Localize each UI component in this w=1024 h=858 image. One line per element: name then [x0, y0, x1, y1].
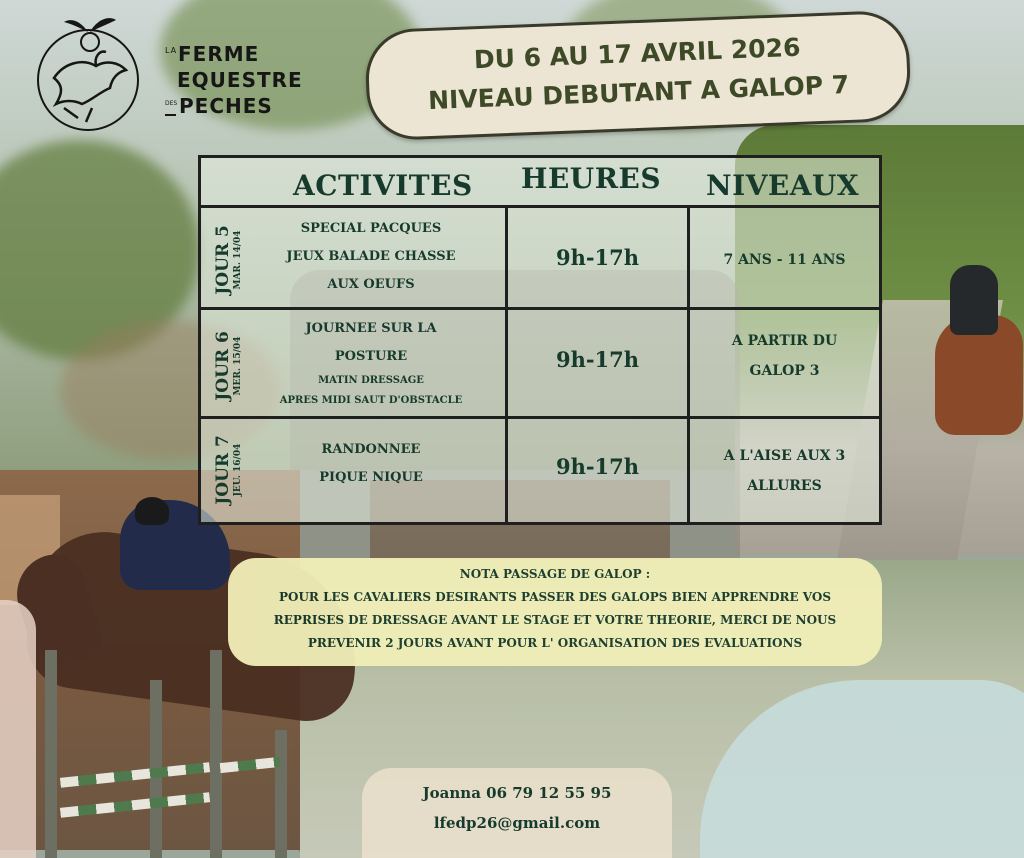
rider-helmet	[135, 497, 169, 525]
farm-logo-text	[165, 42, 315, 124]
header-heures: HEURES	[521, 162, 662, 195]
trail-rider	[950, 265, 998, 335]
day-number: JOUR 6	[213, 331, 233, 401]
activity-cell	[256, 315, 486, 411]
nota-line: PREVENIR 2 JOURS AVANT POUR L' ORGANISATION DES EVALUATIONS	[307, 636, 803, 650]
activity-line: POSTURE	[334, 349, 408, 364]
nota-line: REPRISES DE DRESSAGE AVANT LE STAGE ET VOTRE THEORIE, MERCI DE NOUS	[273, 613, 837, 627]
table-divider	[201, 416, 879, 419]
contact-box	[362, 768, 672, 858]
decorative-shape	[0, 600, 36, 858]
logo-underline	[165, 114, 176, 116]
activity-line: PIQUE NIQUE	[319, 470, 423, 485]
schedule-table	[198, 155, 882, 525]
logo-la: LA	[165, 46, 178, 55]
logo-ferme: FERME	[178, 42, 260, 66]
activity-line: JOURNEE SUR LA	[305, 321, 437, 336]
table-divider	[201, 205, 879, 208]
contact-phone[interactable]: Joanna 06 79 12 55 95	[422, 784, 612, 802]
header-activites: ACTIVITES	[293, 169, 473, 202]
day-label	[213, 316, 253, 416]
logo-des: DES	[165, 100, 178, 107]
day-number: JOUR 5	[213, 225, 233, 295]
level-cell	[690, 441, 879, 501]
level-cell	[690, 245, 879, 275]
nota-title: NOTA PASSAGE DE GALOP :	[459, 567, 651, 581]
table-divider	[201, 307, 879, 310]
logo-peches: PECHES	[179, 94, 273, 118]
farm-logo-emblem	[34, 8, 142, 138]
nota-line: POUR LES CAVALIERS DESIRANTS PASSER DES GALOPS BIEN APPRENDRE VOS	[278, 590, 832, 604]
activity-line: RANDONNEE	[321, 442, 421, 457]
level-line: A L'AISE AUX 3	[723, 448, 846, 464]
hours-cell: 9h-17h	[555, 454, 640, 479]
banner-level: NIVEAU DEBUTANT A GALOP 7	[427, 69, 850, 116]
activity-cell	[256, 215, 486, 299]
fence-post	[275, 730, 287, 858]
activity-line: AUX OEUFS	[327, 277, 415, 292]
day-number: JOUR 7	[213, 435, 233, 505]
date-banner	[364, 10, 912, 142]
banner-dates: DU 6 AU 17 AVRIL 2026	[473, 32, 801, 75]
header-niveaux: NIVEAUX	[706, 169, 860, 202]
level-line: GALOP 3	[749, 363, 820, 379]
level-line: A PARTIR DU	[731, 333, 838, 349]
day-label	[213, 420, 253, 520]
activity-line: SPECIAL PACQUES	[300, 221, 442, 236]
level-cell	[690, 326, 879, 386]
activity-line: JEUX BALADE CHASSE	[286, 249, 456, 264]
activity-detail: APRES MIDI SAUT D'OBSTACLE	[279, 395, 463, 406]
activity-cell	[256, 436, 486, 492]
day-date: JEU. 16/04	[233, 443, 243, 497]
hours-cell: 9h-17h	[555, 245, 640, 270]
nota-galop-box	[228, 558, 882, 666]
fence-post	[210, 650, 222, 858]
level-line: ALLURES	[747, 478, 822, 494]
level-line: 7 ANS - 11 ANS	[723, 252, 846, 268]
activity-detail: MATIN DRESSAGE	[318, 375, 424, 386]
day-date: MER. 15/04	[233, 336, 243, 396]
day-date: MAR. 14/04	[233, 230, 243, 290]
logo-equestre: EQUESTRE	[177, 68, 303, 92]
hours-cell: 9h-17h	[555, 347, 640, 372]
contact-email[interactable]: lfedp26@gmail.com	[433, 814, 601, 832]
day-label	[213, 210, 253, 310]
fence-post	[45, 650, 57, 858]
